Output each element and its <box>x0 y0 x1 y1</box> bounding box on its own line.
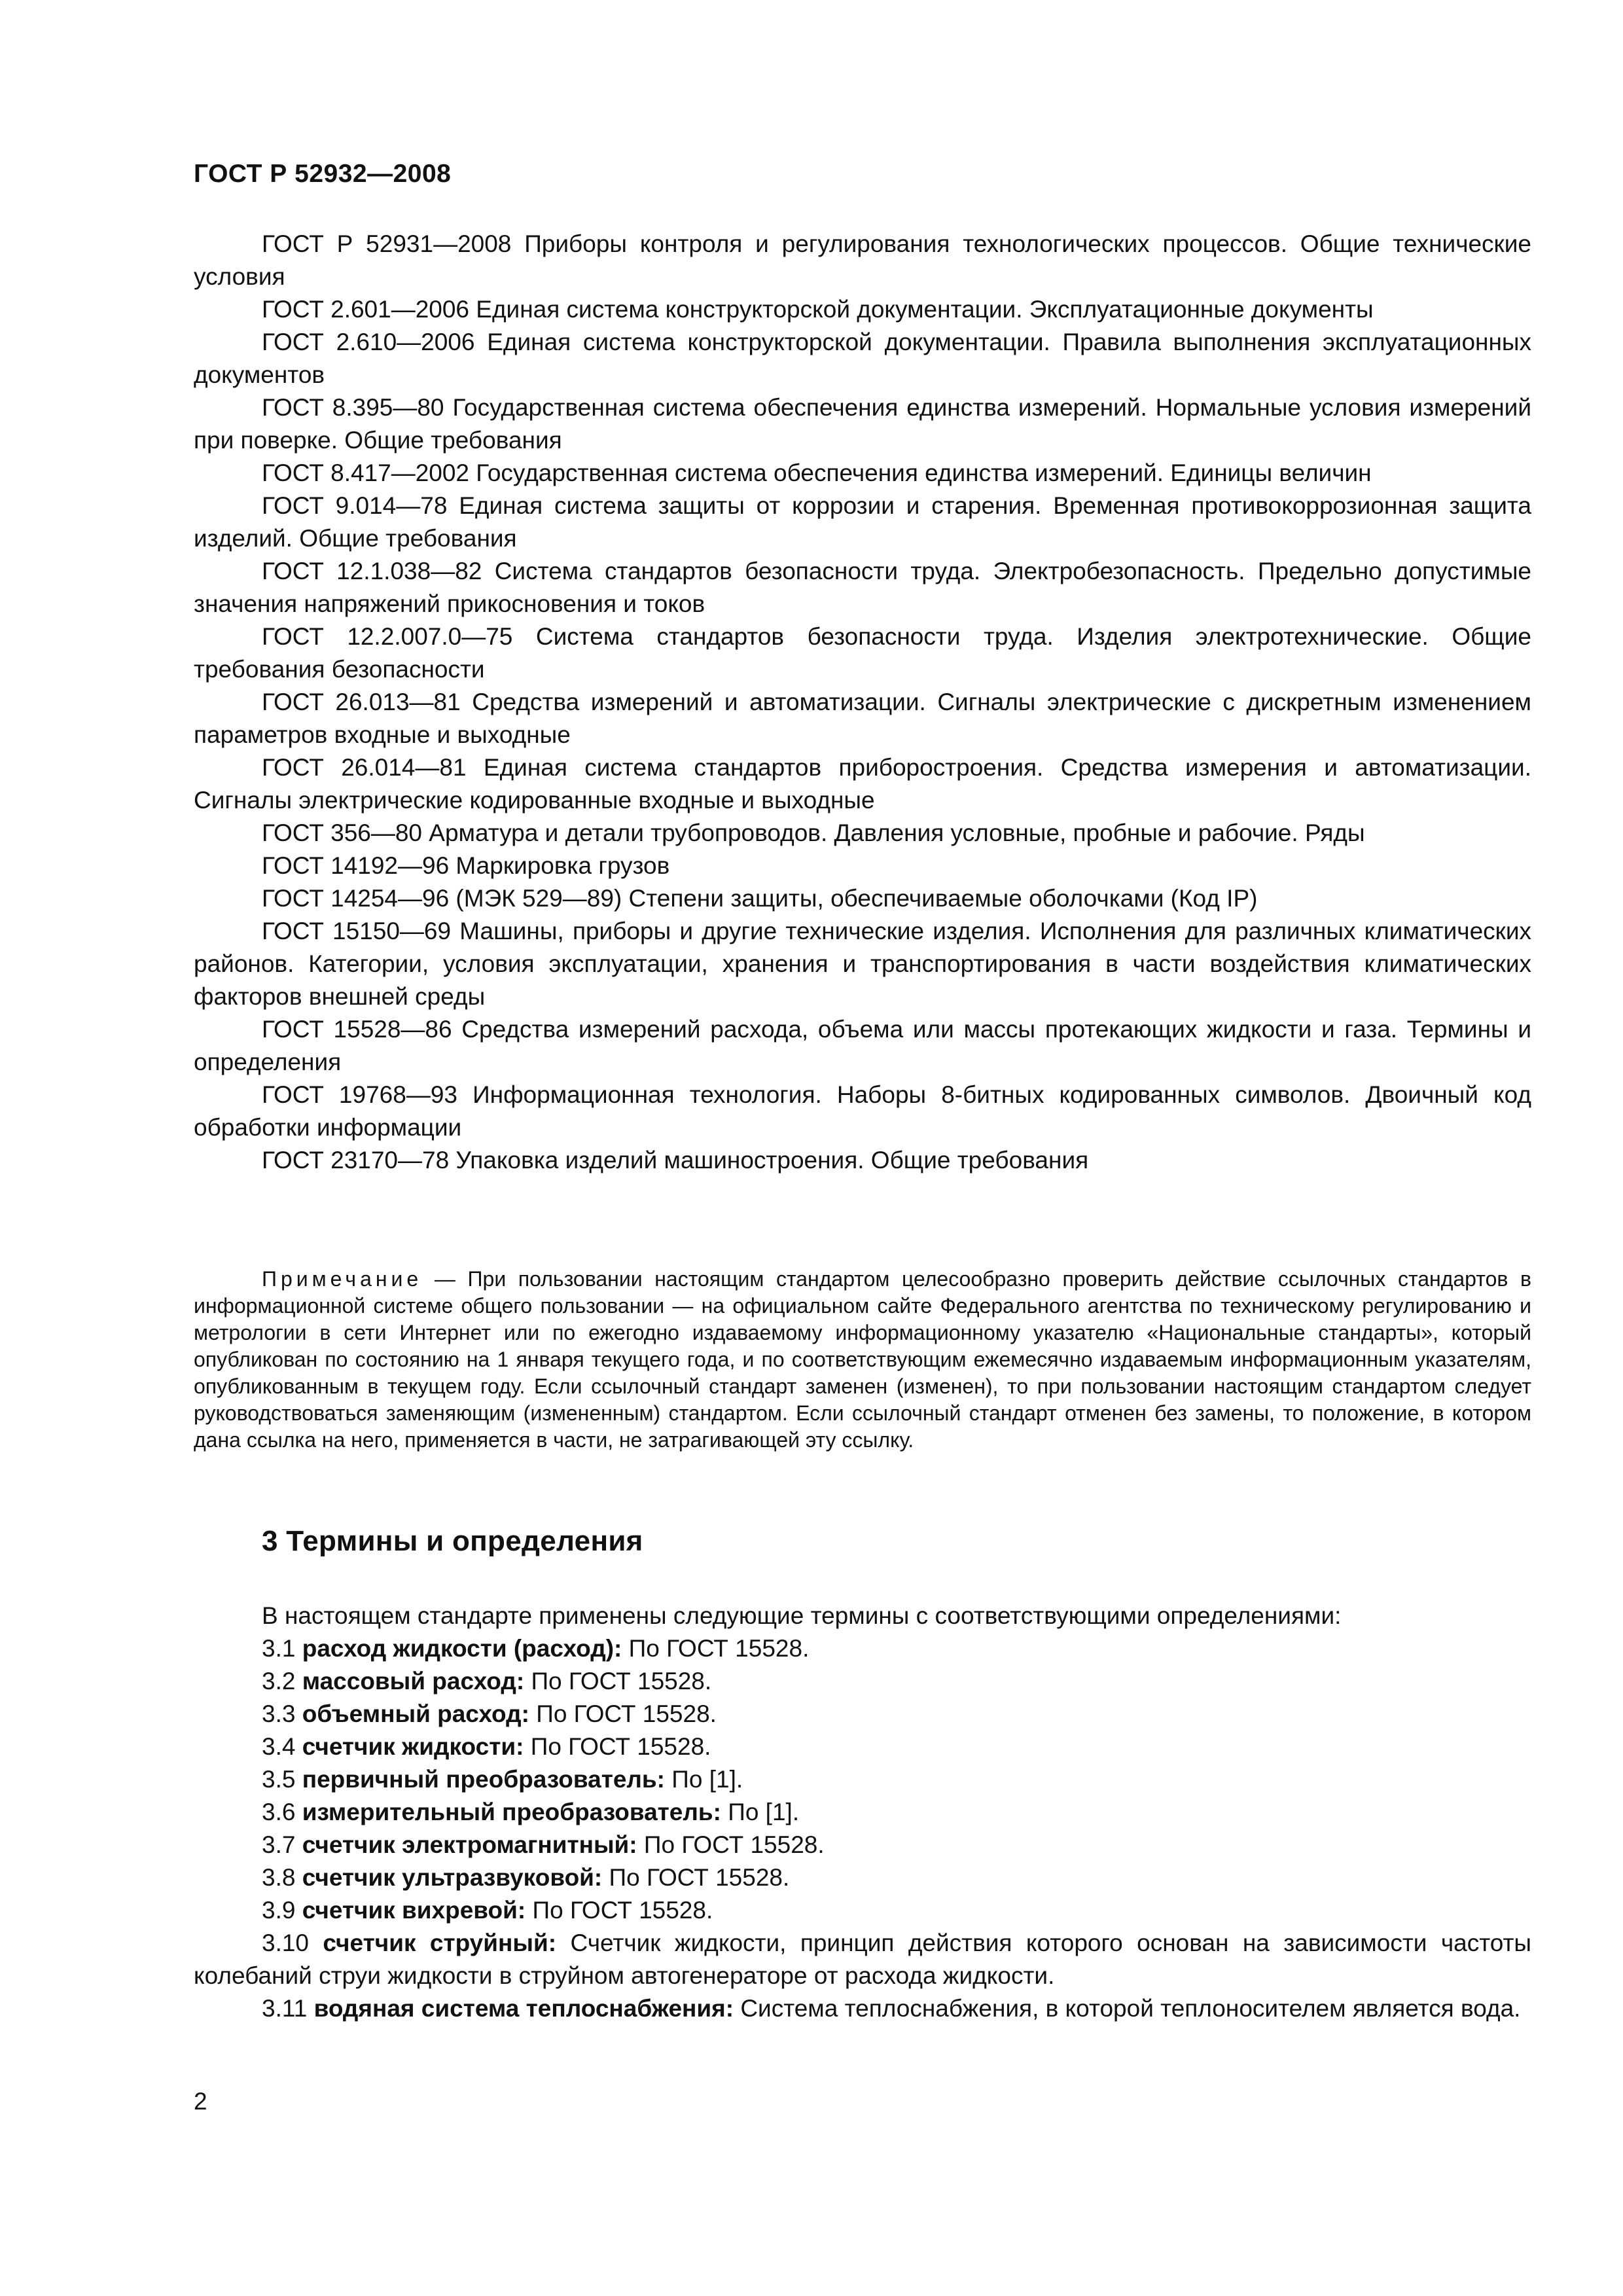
terms-intro: В настоящем стандарте применены следующие термины с соответствующими определениями: <box>262 1602 1342 1629</box>
term-definition: По [1]. <box>671 1766 743 1793</box>
term-name: счетчик ультразвуковой: <box>302 1864 603 1891</box>
note-text: — При пользовании настоящим стандартом целесообразно проверить действие ссылочных стандартов в информационной системе общего пользовании — на официальном сайте Федерального агентства по техническому регулированию и метрологии в сети Интернет или по ежегодно издаваемому информационному указателю «Национальные стандарты», который опубликован по состоянию на 1 января текущего года, и по соответствующим ежемесячно издаваемым информационным указателям, опубликованным в текущем году. Если ссылочный стандарт заменен (изменен), то при пользовании настоящим стандартом следует руководствоваться заменяющим (измененным) стандартом. Если ссылочный стандарт отменен без замены, то положение, в котором дана ссылка на него, применяется в части, не затрагивающей эту ссылку. <box>194 1267 1532 1452</box>
term-number: 3.2 <box>262 1668 296 1695</box>
reference-item: ГОСТ 26.014—81 Единая система стандартов приборостроения. Средства измерения и автоматизации. Сигналы электрические кодированные входные и выходные <box>194 754 1531 814</box>
term-definition: Счетчик жидкости, принцип действия которого основан на зависимости частоты колебаний струи жидкости в струйном автогенераторе от расхода жидкости. <box>194 1929 1532 1989</box>
term-item <box>194 1731 1531 1763</box>
reference-item: ГОСТ 23170—78 Упаковка изделий машиностроения. Общие требования <box>262 1147 1089 1174</box>
term-number: 3.5 <box>262 1766 296 1793</box>
term-item <box>194 1861 1531 1894</box>
term-definition: По [1]. <box>728 1799 800 1825</box>
term-definition: По ГОСТ 15528. <box>609 1864 790 1891</box>
term-name: объемный расход: <box>302 1700 529 1727</box>
term-name: первичный преобразователь: <box>302 1766 665 1793</box>
term-item <box>194 1763 1531 1796</box>
term-definition: Система теплоснабжения, в которой теплоносителем является вода. <box>740 1995 1521 2022</box>
term-name: массовый расход: <box>302 1668 525 1695</box>
term-item <box>194 1927 1531 1992</box>
term-item <box>194 1632 1531 1665</box>
term-definition: По ГОСТ 15528. <box>532 1897 713 1924</box>
term-definition: По ГОСТ 15528. <box>536 1700 717 1727</box>
term-item <box>194 1829 1531 1861</box>
reference-item: ГОСТ 8.395—80 Государственная система обеспечения единства измерений. Нормальные условия измерений при поверке. Общие требования <box>194 394 1531 454</box>
page-number: 2 <box>194 2088 207 2115</box>
reference-item: ГОСТ 26.013—81 Средства измерений и автоматизации. Сигналы электрические с дискретным изменением параметров входные и выходные <box>194 689 1531 748</box>
reference-item: ГОСТ 15528—86 Средства измерений расхода, объема или массы протекающих жидкости и газа. Термины и определения <box>194 1016 1531 1075</box>
term-item <box>194 1796 1531 1829</box>
reference-item: ГОСТ 12.2.007.0—75 Система стандартов безопасности труда. Изделия электротехнические. Общие требования безопасности <box>194 623 1531 683</box>
term-definition: По ГОСТ 15528. <box>530 1733 711 1760</box>
reference-item: ГОСТ 14254—96 (МЭК 529—89) Степени защиты, обеспечиваемые оболочками (Код IP) <box>262 885 1258 912</box>
term-name: счетчик струйный: <box>323 1929 557 1956</box>
term-item <box>194 1665 1531 1698</box>
reference-item: ГОСТ 2.601—2006 Единая система конструкторской документации. Эксплуатационные документы <box>262 296 1374 323</box>
term-name: водяная система теплоснабжения: <box>313 1995 734 2022</box>
term-definition: По ГОСТ 15528. <box>531 1668 712 1695</box>
term-name: расход жидкости (расход): <box>302 1635 622 1662</box>
note-label: Примечание <box>262 1267 423 1291</box>
term-item <box>194 1992 1531 2025</box>
terms-list <box>194 1600 1531 2025</box>
document-header-code: ГОСТ Р 52932—2008 <box>194 160 452 188</box>
reference-item: ГОСТ 2.610—2006 Единая система конструкторской документации. Правила выполнения эксплуатационных документов <box>194 329 1531 388</box>
term-definition: По ГОСТ 15528. <box>643 1831 825 1858</box>
section-heading: 3 Термины и определения <box>262 1525 643 1557</box>
note-paragraph <box>194 1266 1531 1454</box>
references-note <box>194 1266 1531 1454</box>
reference-item: ГОСТ 356—80 Арматура и детали трубопроводов. Давления условные, пробные и рабочие. Ряды <box>262 819 1365 846</box>
term-number: 3.10 <box>262 1929 310 1956</box>
reference-item: ГОСТ 9.014—78 Единая система защиты от коррозии и старения. Временная противокоррозионная защита изделий. Общие требования <box>194 492 1531 552</box>
reference-item: ГОСТ 19768—93 Информационная технология. Наборы 8-битных кодированных символов. Двоичный код обработки информации <box>194 1081 1531 1141</box>
term-name: счетчик вихревой: <box>302 1897 526 1924</box>
term-number: 3.11 <box>262 1995 308 2022</box>
term-number: 3.8 <box>262 1864 296 1891</box>
term-item <box>194 1698 1531 1731</box>
term-number: 3.3 <box>262 1700 296 1727</box>
term-number: 3.4 <box>262 1733 296 1760</box>
term-name: счетчик электромагнитный: <box>302 1831 637 1858</box>
reference-item: ГОСТ 14192—96 Маркировка грузов <box>262 852 670 879</box>
term-definition: По ГОСТ 15528. <box>628 1635 810 1662</box>
term-number: 3.7 <box>262 1831 296 1858</box>
reference-item: ГОСТ 15150—69 Машины, приборы и другие технические изделия. Исполнения для различных климатических районов. Категории, условия эксплуатации, хранения и транспортирования в части воздействия климатических факторов внешней среды <box>194 918 1531 1010</box>
reference-item: ГОСТ Р 52931—2008 Приборы контроля и регулирования технологических процессов. Общие технические условия <box>194 230 1531 290</box>
reference-item: ГОСТ 12.1.038—82 Система стандартов безопасности труда. Электробезопасность. Предельно допустимые значения напряжений прикосновения и токов <box>194 558 1531 617</box>
reference-item: ГОСТ 8.417—2002 Государственная система обеспечения единства измерений. Единицы величин <box>262 459 1372 486</box>
normative-references-list <box>194 228 1531 1177</box>
term-item <box>194 1894 1531 1927</box>
term-name: счетчик жидкости: <box>302 1733 524 1760</box>
term-number: 3.9 <box>262 1897 296 1924</box>
term-name: измерительный преобразователь: <box>302 1799 721 1825</box>
term-number: 3.1 <box>262 1635 296 1662</box>
term-number: 3.6 <box>262 1799 296 1825</box>
